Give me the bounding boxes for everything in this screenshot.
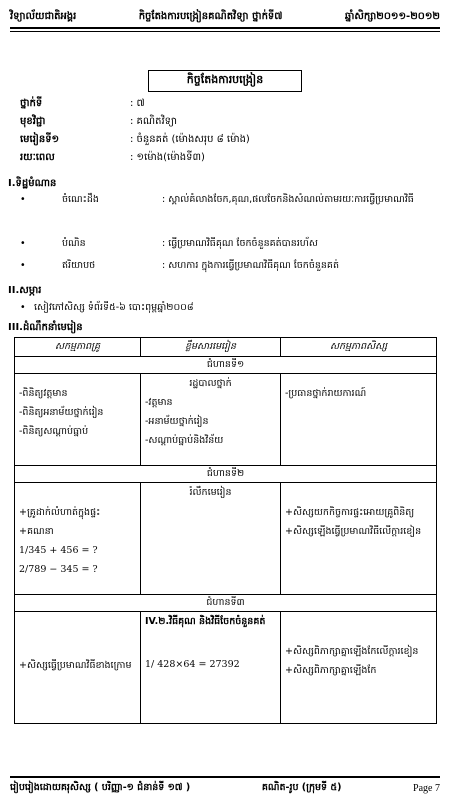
lesson-info bbox=[20, 94, 440, 166]
info-key: មេរៀនទី១ bbox=[20, 133, 60, 145]
school-year: ឆ្នាំសិក្សា២០១១-២០១២ bbox=[344, 10, 440, 22]
page-number: Page 7 bbox=[413, 782, 440, 794]
content-item: -អនាម័យថ្នាក់រៀន bbox=[145, 416, 209, 427]
content-title: IV.២.វិធីគុណ និងវិធីចែកចំនួនគត់ bbox=[145, 616, 266, 627]
lesson-table bbox=[14, 337, 437, 724]
objective-item bbox=[20, 192, 434, 207]
student-activity: +សិស្សពិភាក្សាគ្នាឡើងកែលើក្តារខៀន bbox=[285, 646, 419, 657]
bullet-icon: • bbox=[20, 194, 26, 205]
teacher-activity-cell bbox=[15, 612, 141, 724]
student-activity-cell bbox=[281, 483, 437, 595]
exercise: 1/345 + 456 = ? bbox=[19, 545, 98, 556]
objective-text: : ធ្វើប្រមាណវិធីគុណ ចែកចំនួនគត់បានរហ័ស bbox=[162, 238, 318, 249]
info-key: រយៈពេល bbox=[20, 151, 55, 163]
info-value: : ១ម៉ោង(ម៉ោងទី៣) bbox=[130, 151, 205, 163]
bullet-icon: • bbox=[20, 302, 26, 313]
bullet-icon: • bbox=[20, 238, 26, 249]
teacher-activity-cell bbox=[15, 483, 141, 595]
info-row bbox=[20, 112, 440, 130]
process-heading: III.ដំណឹកនាំមេរៀន bbox=[8, 322, 83, 333]
content-cell bbox=[141, 483, 281, 595]
teacher-activity: -ពិនិត្យសណ្តាប់ធ្នាប់ bbox=[19, 426, 89, 437]
column-header: ខ្លឹមសារមេរៀន bbox=[141, 338, 281, 357]
student-activity: +សិស្សយកកិច្ចការផ្ទះអោយគ្រូពិនិត្យ bbox=[285, 507, 415, 518]
student-activity-cell bbox=[281, 612, 437, 724]
info-row bbox=[20, 94, 440, 112]
material-text: សៀវភៅសិស្ស ទំព័រទី៥-៦ បោះពុម្ពឆ្នាំ២០០៨ bbox=[34, 302, 194, 313]
content-cell bbox=[141, 612, 281, 724]
objectives-heading: I.ទិដ្ឋមំណាន bbox=[8, 178, 57, 189]
objective-label: បំណិន bbox=[62, 238, 86, 249]
objective-label: ចំណេះដឹង bbox=[62, 194, 99, 205]
teacher-activity: +សិស្សធ្វើប្រមាណវិធីខាងក្រោម bbox=[19, 660, 132, 671]
stage-label: ជំហានទី៣ bbox=[15, 595, 437, 612]
column-header: សកម្មភាពសិស្ស bbox=[281, 338, 437, 357]
teacher-activity-cell bbox=[15, 374, 141, 466]
objective-item bbox=[20, 236, 434, 251]
student-activity: +សិស្សឡើងធ្វើប្រមាណវិធីលើក្តារខៀន bbox=[285, 526, 422, 537]
materials-heading: II.សម្ភារ bbox=[8, 285, 42, 296]
school-name: វិទ្យាល័យជាតិអង្គរ bbox=[10, 10, 77, 22]
footer-subject: គណិត-រូប (ក្រុមទី ៥) bbox=[261, 782, 342, 793]
teacher-activity: +គណនា bbox=[19, 526, 54, 537]
content-cell bbox=[141, 374, 281, 466]
lesson-plan-label: កិច្ចតែងការបង្រៀនគណិតវិទ្យា ថ្នាក់ទី៧ bbox=[138, 10, 283, 22]
info-row bbox=[20, 148, 440, 166]
footer-rule bbox=[10, 776, 440, 778]
student-activity: +សិស្សពិភាក្សាគ្នាឡើងកែ bbox=[285, 665, 377, 676]
info-value: : ៧ bbox=[130, 97, 145, 109]
objective-item bbox=[20, 258, 434, 273]
header-rule bbox=[10, 27, 440, 29]
teacher-activity: -ពិនិត្យវត្តមាន bbox=[19, 388, 68, 399]
objective-text: : សហការ ក្នុងការធ្វើប្រមាណវិធីគុណ ចែកចំនួនគត់ bbox=[162, 260, 339, 271]
objective-text: : ស្គាល់គំលាងចែក,គុណ,ផលចែកនិងសំណល់តាមរយៈការធ្វើប្រមាណវិធី bbox=[162, 194, 414, 205]
student-activity: -ប្រធានថ្នាក់រាយការណ៍ bbox=[285, 388, 367, 399]
page-footer bbox=[10, 780, 440, 796]
content-item: 1/ 428×64 = 27392 bbox=[145, 659, 240, 670]
content-item: -វត្តមាន bbox=[145, 397, 173, 408]
bullet-icon: • bbox=[20, 260, 26, 271]
info-value: : ចំនួនគត់ (ម៉ោងសរុប ៨ ម៉ោង) bbox=[130, 133, 250, 145]
info-value: : គណិតវិទ្យា bbox=[130, 115, 177, 127]
teacher-activity: -ពិនិត្យអនាម័យថ្នាក់រៀន bbox=[19, 407, 104, 418]
page-header bbox=[10, 6, 440, 26]
header-rule-thin bbox=[10, 31, 440, 32]
info-row bbox=[20, 130, 440, 148]
info-key: ថ្នាក់ទី bbox=[20, 97, 43, 109]
footer-author: រៀបរៀងដោយគរុសិស្ស ( បរិញ្ញា-១ ជំនាន់ទី ១៧ ) bbox=[10, 782, 191, 793]
teacher-activity: +គ្រូដាក់លំហាត់ក្នុងផ្ទះ bbox=[19, 507, 101, 518]
column-header: សកម្មភាពគ្រូ bbox=[15, 338, 141, 357]
stage-label: ជំហានទី១ bbox=[15, 357, 437, 374]
document-title: កិច្ចតែងការបង្រៀន bbox=[148, 70, 302, 92]
content-title: រដ្ឋបាលថ្នាក់ bbox=[189, 378, 232, 389]
stage-label: ជំហានទី២ bbox=[15, 466, 437, 483]
student-activity-cell bbox=[281, 374, 437, 466]
info-key: មុខវិជ្ជា bbox=[20, 115, 46, 127]
material-item bbox=[20, 300, 434, 315]
content-title: រំលឹកមេរៀន bbox=[189, 487, 232, 498]
exercise: 2/789 − 345 = ? bbox=[19, 564, 98, 575]
objective-label: ឥរិយាបថ bbox=[62, 260, 96, 271]
content-item: -សណ្តាប់ធ្នាប់និងវិន័យ bbox=[145, 435, 224, 446]
